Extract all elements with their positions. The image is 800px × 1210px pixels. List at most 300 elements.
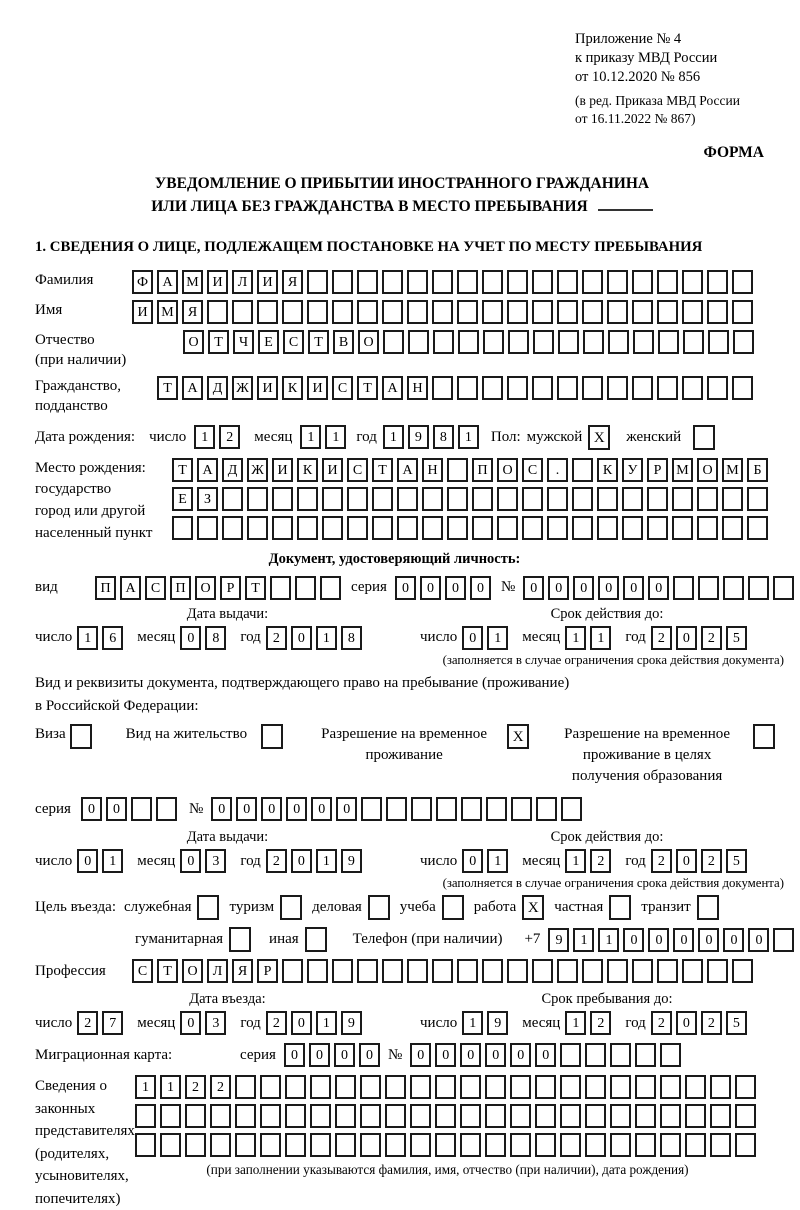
purpose-humanitarian-checkbox[interactable] [229,927,251,952]
char-cell[interactable] [607,376,628,400]
char-cell[interactable]: И [207,270,228,294]
char-cell[interactable]: 1 [462,1011,483,1035]
char-cell[interactable]: 9 [487,1011,508,1035]
char-cell[interactable]: 1 [316,849,337,873]
char-cell[interactable] [482,300,503,324]
char-cell[interactable]: К [597,458,618,482]
char-cell[interactable]: 0 [410,1043,431,1067]
char-cell[interactable] [582,270,603,294]
char-cell[interactable] [507,300,528,324]
char-cell[interactable] [310,1075,331,1099]
char-cell[interactable] [632,959,653,983]
char-cell[interactable]: Л [207,959,228,983]
char-cell[interactable]: 0 [673,928,694,952]
char-cell[interactable]: 0 [535,1043,556,1067]
char-cell[interactable]: И [257,270,278,294]
sex-female-checkbox[interactable] [693,425,715,450]
char-cell[interactable]: С [283,330,304,354]
char-cell[interactable]: И [307,376,328,400]
char-cell[interactable] [722,487,743,511]
char-cell[interactable] [360,1075,381,1099]
char-cell[interactable] [707,959,728,983]
char-cell[interactable] [435,1133,456,1157]
char-cell[interactable] [733,330,754,354]
char-cell[interactable]: 0 [291,626,312,650]
char-cell[interactable]: Е [258,330,279,354]
char-cell[interactable]: 0 [676,1011,697,1035]
char-cell[interactable] [310,1104,331,1128]
char-cell[interactable]: О [182,959,203,983]
char-cell[interactable]: 5 [726,1011,747,1035]
char-cell[interactable] [585,1075,606,1099]
char-cell[interactable] [482,270,503,294]
char-cell[interactable]: 0 [676,626,697,650]
char-cell[interactable] [682,376,703,400]
char-cell[interactable] [247,487,268,511]
char-cell[interactable] [647,516,668,540]
char-cell[interactable]: Ж [247,458,268,482]
char-cell[interactable] [410,1104,431,1128]
char-cell[interactable]: 1 [565,626,586,650]
char-cell[interactable]: 0 [462,849,483,873]
char-cell[interactable] [460,1075,481,1099]
purpose-tourism-checkbox[interactable] [280,895,302,920]
char-cell[interactable] [322,516,343,540]
char-cell[interactable]: А [197,458,218,482]
char-cell[interactable] [683,330,704,354]
char-cell[interactable]: Б [747,458,768,482]
char-cell[interactable]: С [347,458,368,482]
char-cell[interactable] [160,1133,181,1157]
char-cell[interactable] [558,330,579,354]
char-cell[interactable] [382,300,403,324]
char-cell[interactable] [685,1075,706,1099]
char-cell[interactable]: И [322,458,343,482]
char-cell[interactable]: Т [308,330,329,354]
char-cell[interactable]: 2 [651,626,672,650]
char-cell[interactable]: 0 [676,849,697,873]
char-cell[interactable] [457,959,478,983]
char-cell[interactable] [607,959,628,983]
char-cell[interactable] [432,959,453,983]
char-cell[interactable] [472,516,493,540]
char-cell[interactable] [172,516,193,540]
char-cell[interactable] [285,1104,306,1128]
char-cell[interactable] [607,270,628,294]
char-cell[interactable] [197,516,218,540]
char-cell[interactable] [532,300,553,324]
char-cell[interactable] [497,516,518,540]
char-cell[interactable] [297,516,318,540]
purpose-other-checkbox[interactable] [305,927,327,952]
char-cell[interactable] [672,487,693,511]
char-cell[interactable] [357,959,378,983]
char-cell[interactable]: Т [208,330,229,354]
char-cell[interactable] [532,376,553,400]
char-cell[interactable] [536,797,557,821]
char-cell[interactable] [407,270,428,294]
char-cell[interactable] [610,1133,631,1157]
char-cell[interactable]: 0 [180,626,201,650]
char-cell[interactable] [685,1133,706,1157]
char-cell[interactable] [657,959,678,983]
char-cell[interactable]: О [358,330,379,354]
char-cell[interactable] [397,516,418,540]
char-cell[interactable]: Ж [232,376,253,400]
char-cell[interactable] [635,1075,656,1099]
char-cell[interactable] [510,1075,531,1099]
char-cell[interactable] [710,1104,731,1128]
char-cell[interactable]: 2 [701,849,722,873]
char-cell[interactable] [310,1133,331,1157]
char-cell[interactable] [347,487,368,511]
char-cell[interactable] [460,1133,481,1157]
char-cell[interactable] [732,270,753,294]
char-cell[interactable] [723,576,744,600]
char-cell[interactable] [583,330,604,354]
char-cell[interactable]: Ч [233,330,254,354]
char-cell[interactable]: 0 [286,797,307,821]
char-cell[interactable]: 0 [236,797,257,821]
char-cell[interactable] [697,516,718,540]
char-cell[interactable] [632,376,653,400]
char-cell[interactable]: 2 [651,1011,672,1035]
option-visa-checkbox[interactable] [70,724,92,749]
char-cell[interactable]: 0 [523,576,544,600]
char-cell[interactable]: 2 [219,425,240,449]
char-cell[interactable] [535,1133,556,1157]
char-cell[interactable]: 0 [470,576,491,600]
char-cell[interactable]: 0 [420,576,441,600]
char-cell[interactable] [672,516,693,540]
char-cell[interactable] [732,959,753,983]
char-cell[interactable] [483,330,504,354]
char-cell[interactable] [235,1133,256,1157]
char-cell[interactable] [457,376,478,400]
option-temp-residence-education-checkbox[interactable] [753,724,775,749]
char-cell[interactable] [357,300,378,324]
char-cell[interactable] [472,487,493,511]
option-temp-residence-checkbox[interactable]: X [507,724,529,749]
char-cell[interactable] [511,797,532,821]
char-cell[interactable] [422,487,443,511]
purpose-study-checkbox[interactable] [442,895,464,920]
purpose-work-checkbox[interactable]: X [522,895,544,920]
char-cell[interactable] [633,330,654,354]
char-cell[interactable]: 0 [548,576,569,600]
char-cell[interactable] [360,1133,381,1157]
char-cell[interactable] [270,576,291,600]
char-cell[interactable] [432,300,453,324]
char-cell[interactable]: 9 [341,1011,362,1035]
char-cell[interactable] [482,959,503,983]
char-cell[interactable] [582,300,603,324]
char-cell[interactable]: 0 [460,1043,481,1067]
char-cell[interactable] [447,458,468,482]
char-cell[interactable] [572,487,593,511]
char-cell[interactable] [335,1075,356,1099]
char-cell[interactable] [457,300,478,324]
char-cell[interactable]: К [282,376,303,400]
char-cell[interactable]: 0 [261,797,282,821]
char-cell[interactable] [285,1133,306,1157]
char-cell[interactable]: Я [182,300,203,324]
option-residence-permit-checkbox[interactable] [261,724,283,749]
char-cell[interactable] [335,1104,356,1128]
char-cell[interactable]: А [182,376,203,400]
char-cell[interactable] [560,1075,581,1099]
char-cell[interactable] [660,1043,681,1067]
char-cell[interactable]: У [622,458,643,482]
char-cell[interactable] [682,959,703,983]
char-cell[interactable] [585,1133,606,1157]
char-cell[interactable]: Я [282,270,303,294]
char-cell[interactable]: 0 [359,1043,380,1067]
char-cell[interactable] [622,487,643,511]
char-cell[interactable]: Р [647,458,668,482]
char-cell[interactable] [422,516,443,540]
char-cell[interactable]: 0 [291,1011,312,1035]
char-cell[interactable] [610,1104,631,1128]
char-cell[interactable] [647,487,668,511]
char-cell[interactable]: Н [422,458,443,482]
char-cell[interactable] [635,1043,656,1067]
char-cell[interactable] [332,959,353,983]
char-cell[interactable] [710,1075,731,1099]
char-cell[interactable] [557,959,578,983]
char-cell[interactable]: С [332,376,353,400]
char-cell[interactable] [458,330,479,354]
char-cell[interactable] [285,1075,306,1099]
char-cell[interactable] [547,487,568,511]
char-cell[interactable] [697,487,718,511]
char-cell[interactable]: 0 [77,849,98,873]
char-cell[interactable]: 0 [698,928,719,952]
char-cell[interactable] [207,300,228,324]
char-cell[interactable] [411,797,432,821]
char-cell[interactable]: 0 [723,928,744,952]
char-cell[interactable]: С [522,458,543,482]
char-cell[interactable] [607,300,628,324]
char-cell[interactable] [707,270,728,294]
char-cell[interactable]: П [170,576,191,600]
char-cell[interactable]: 1 [487,626,508,650]
char-cell[interactable] [272,487,293,511]
char-cell[interactable] [597,487,618,511]
char-cell[interactable] [360,1104,381,1128]
char-cell[interactable]: 2 [210,1075,231,1099]
char-cell[interactable] [485,1104,506,1128]
char-cell[interactable]: 0 [623,928,644,952]
char-cell[interactable] [732,376,753,400]
char-cell[interactable]: 1 [458,425,479,449]
char-cell[interactable]: Я [232,959,253,983]
char-cell[interactable]: 1 [160,1075,181,1099]
char-cell[interactable]: 0 [623,576,644,600]
char-cell[interactable]: 1 [316,626,337,650]
char-cell[interactable] [673,576,694,600]
char-cell[interactable]: 9 [548,928,569,952]
char-cell[interactable] [522,487,543,511]
char-cell[interactable]: Д [222,458,243,482]
sex-male-checkbox[interactable]: X [588,425,610,450]
char-cell[interactable] [608,330,629,354]
purpose-transit-checkbox[interactable] [697,895,719,920]
char-cell[interactable]: 9 [341,849,362,873]
char-cell[interactable] [557,270,578,294]
char-cell[interactable]: И [257,376,278,400]
char-cell[interactable] [410,1075,431,1099]
char-cell[interactable] [698,576,719,600]
char-cell[interactable] [408,330,429,354]
char-cell[interactable]: 1 [598,928,619,952]
char-cell[interactable]: 0 [445,576,466,600]
char-cell[interactable] [361,797,382,821]
char-cell[interactable] [347,516,368,540]
char-cell[interactable]: 1 [325,425,346,449]
char-cell[interactable] [372,516,393,540]
char-cell[interactable] [235,1104,256,1128]
char-cell[interactable] [572,516,593,540]
char-cell[interactable]: 1 [135,1075,156,1099]
char-cell[interactable] [247,516,268,540]
char-cell[interactable]: А [157,270,178,294]
char-cell[interactable] [707,376,728,400]
char-cell[interactable] [210,1133,231,1157]
char-cell[interactable] [533,330,554,354]
char-cell[interactable]: О [697,458,718,482]
char-cell[interactable]: Т [172,458,193,482]
char-cell[interactable] [432,270,453,294]
char-cell[interactable] [185,1133,206,1157]
char-cell[interactable] [708,330,729,354]
char-cell[interactable]: 0 [336,797,357,821]
char-cell[interactable] [433,330,454,354]
char-cell[interactable] [461,797,482,821]
char-cell[interactable] [222,487,243,511]
char-cell[interactable]: 0 [106,797,127,821]
char-cell[interactable]: 1 [565,849,586,873]
char-cell[interactable]: 1 [590,626,611,650]
char-cell[interactable] [486,797,507,821]
char-cell[interactable] [632,300,653,324]
char-cell[interactable]: 2 [590,1011,611,1035]
char-cell[interactable]: М [182,270,203,294]
char-cell[interactable] [160,1104,181,1128]
char-cell[interactable] [632,270,653,294]
char-cell[interactable] [282,300,303,324]
char-cell[interactable]: 5 [726,849,747,873]
char-cell[interactable] [386,797,407,821]
char-cell[interactable] [407,300,428,324]
char-cell[interactable]: А [397,458,418,482]
char-cell[interactable] [447,487,468,511]
char-cell[interactable] [635,1133,656,1157]
purpose-official-checkbox[interactable] [197,895,219,920]
char-cell[interactable] [572,458,593,482]
char-cell[interactable] [383,330,404,354]
char-cell[interactable]: 0 [334,1043,355,1067]
char-cell[interactable] [185,1104,206,1128]
char-cell[interactable]: 2 [266,626,287,650]
char-cell[interactable] [560,1043,581,1067]
char-cell[interactable] [482,376,503,400]
char-cell[interactable] [610,1075,631,1099]
char-cell[interactable] [597,516,618,540]
char-cell[interactable] [585,1043,606,1067]
char-cell[interactable] [747,516,768,540]
char-cell[interactable] [561,797,582,821]
char-cell[interactable]: 2 [651,849,672,873]
char-cell[interactable] [735,1133,756,1157]
char-cell[interactable] [535,1075,556,1099]
char-cell[interactable] [682,270,703,294]
char-cell[interactable] [507,270,528,294]
char-cell[interactable]: 2 [701,1011,722,1035]
char-cell[interactable]: 2 [77,1011,98,1035]
char-cell[interactable] [410,1133,431,1157]
char-cell[interactable]: И [132,300,153,324]
char-cell[interactable] [585,1104,606,1128]
char-cell[interactable]: Е [172,487,193,511]
char-cell[interactable] [732,300,753,324]
char-cell[interactable] [657,270,678,294]
char-cell[interactable]: А [382,376,403,400]
char-cell[interactable]: 1 [573,928,594,952]
char-cell[interactable] [382,270,403,294]
char-cell[interactable]: 2 [266,1011,287,1035]
char-cell[interactable] [385,1075,406,1099]
char-cell[interactable]: 0 [395,576,416,600]
char-cell[interactable]: Т [357,376,378,400]
char-cell[interactable]: 1 [383,425,404,449]
char-cell[interactable]: 0 [309,1043,330,1067]
char-cell[interactable]: Ф [132,270,153,294]
char-cell[interactable] [282,959,303,983]
char-cell[interactable] [332,270,353,294]
char-cell[interactable]: М [672,458,693,482]
char-cell[interactable] [660,1133,681,1157]
char-cell[interactable]: О [183,330,204,354]
char-cell[interactable] [335,1133,356,1157]
char-cell[interactable] [707,300,728,324]
char-cell[interactable] [210,1104,231,1128]
char-cell[interactable]: З [197,487,218,511]
char-cell[interactable]: Н [407,376,428,400]
char-cell[interactable]: 0 [180,849,201,873]
char-cell[interactable] [131,797,152,821]
char-cell[interactable] [582,376,603,400]
char-cell[interactable]: 0 [748,928,769,952]
char-cell[interactable] [735,1104,756,1128]
char-cell[interactable]: 9 [408,425,429,449]
char-cell[interactable] [407,959,428,983]
char-cell[interactable] [135,1133,156,1157]
char-cell[interactable]: 5 [726,626,747,650]
char-cell[interactable]: 6 [102,626,123,650]
char-cell[interactable] [235,1075,256,1099]
char-cell[interactable] [547,516,568,540]
char-cell[interactable] [436,797,457,821]
char-cell[interactable] [508,330,529,354]
char-cell[interactable]: М [157,300,178,324]
char-cell[interactable]: 0 [648,928,669,952]
char-cell[interactable] [222,516,243,540]
char-cell[interactable]: 2 [266,849,287,873]
char-cell[interactable]: Т [372,458,393,482]
char-cell[interactable] [385,1104,406,1128]
char-cell[interactable]: 1 [300,425,321,449]
